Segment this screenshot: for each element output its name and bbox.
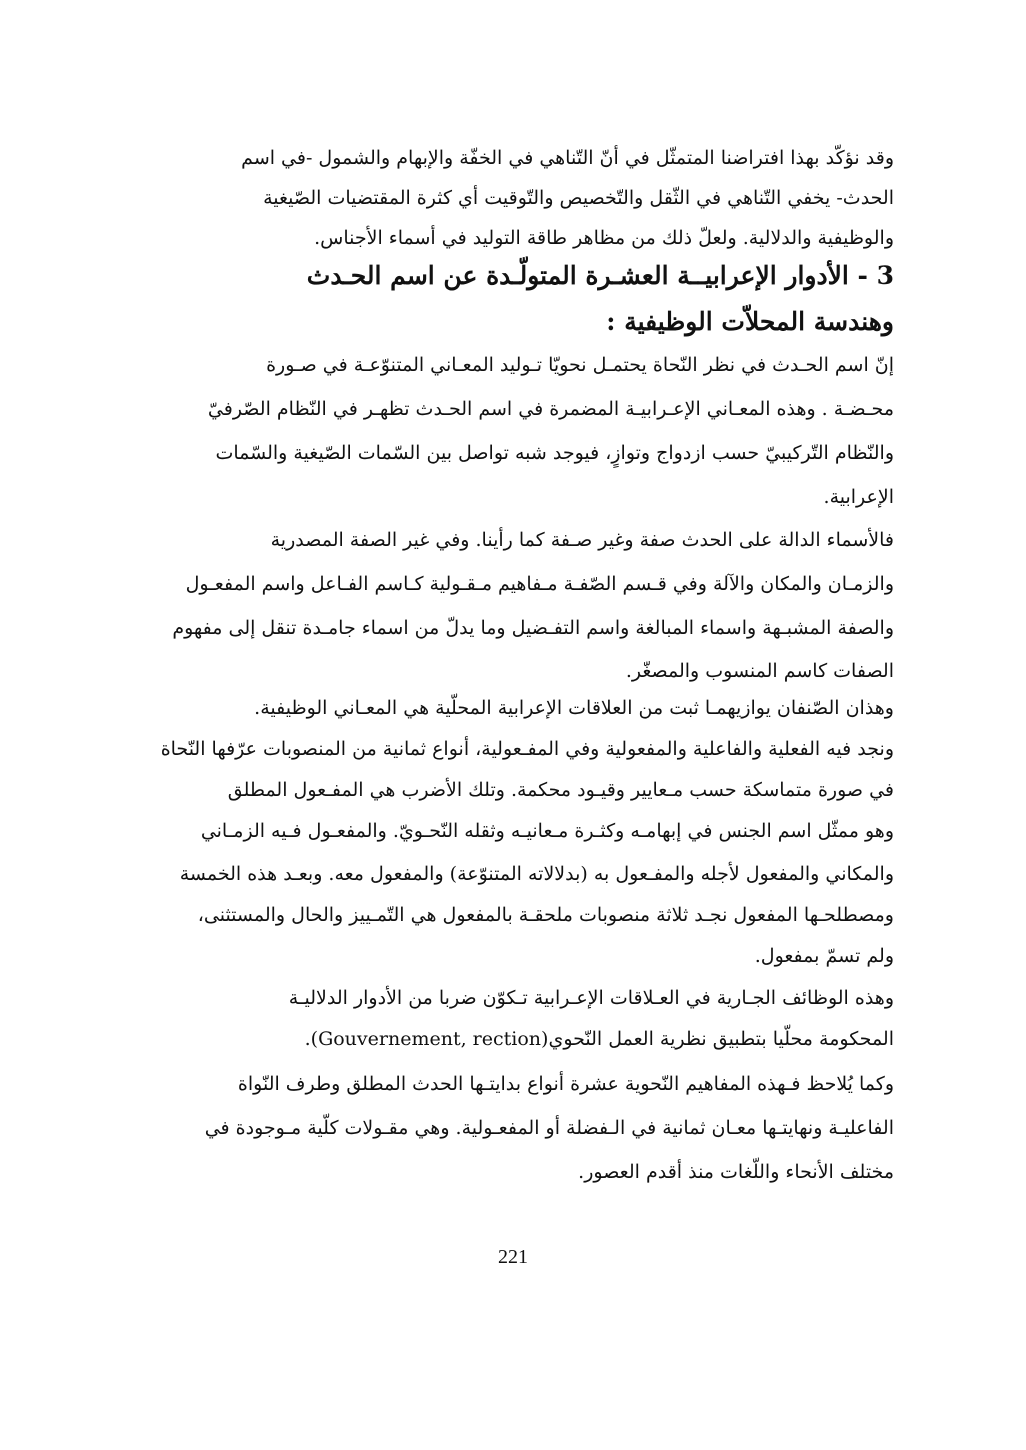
text-line: ونجد فيه الفعلية والفاعلية والمفعولية وفي المفـعولية، أنواع ثمانية من المنصوبات عرّفها النّحاة [160,738,894,760]
text-line: والمكاني والمفعول لأجله والمفـعول به (بدلالاته المتنوّعة) والمفعول معه. وبعـد هذه الخمسة [179,863,894,885]
text-line: والنّظام التّركيبيّ حسب ازدواج وتوازٍ، فيوجد شبه تواصل بين السّمات الصّيغية والسّمات [215,442,894,464]
paragraph-2 [168,525,894,695]
text-line: والوظيفية والدلالية. ولعلّ ذلك من مظاهر طاقة التوليد في أسماء الأجناس. [314,227,894,249]
text-line: والصفة المشبـهة واسماء المبالغة واسم التفـضيل وما يدلّ من اسماء جامـدة تنقل إلى مفهوم [172,617,894,639]
text-line: ومصطلحـها المفعول نجـد ثلاثة منصوبات ملحقـة بالمفعول هي التّمـييز والحال والمستثنى، [197,904,894,926]
text-line: إنّ اسم الحـدث في نظر النّحاة يحتمـل نحويّا تـوليد المعـاني المتنوّعـة في صـورة [266,354,894,376]
section-heading [168,258,894,348]
text-line: الفاعليـة ونهايتـها معـان ثمانية في الـفضلة أو المفعـولية. وهي مقـولات كلّية مـوجودة في [204,1117,894,1139]
section-heading-line: 3 - الأدوار الإعرابيــة العشـرة المتولّـدة عن اسم الحـدث [306,261,894,290]
text-line: الحدث- يخفي التّناهي في الثّقل والتّخصيص والتّوقيت أي كثرة المقتضيات الصّيغية [263,187,894,209]
paragraph-4 [168,983,894,1063]
page-number: 221 [498,1246,528,1268]
text-line: وكما يُلاحظ فـهذه المفاهيم النّحوية عشرة أنواع بدايتـها الحدث المطلق وطرف النّواة [237,1073,894,1095]
text-line: وقد نؤكّد بهذا افتراضنا المتمثّل في أنّ التّناهي في الخفّة والإبهام والشمول -في اسم [241,147,894,169]
text-line: ولم تسمّ بمفعول. [754,945,894,967]
text-line: الصفات كاسم المنسوب والمصغّر. [625,660,894,682]
paragraph-1 [168,350,894,520]
section-heading-line: وهندسة المحلاّت الوظيفية : [606,307,894,336]
text-line: وهذه الوظائف الجـارية في العـلاقات الإعـرابية تـكوّن ضربا من الأدوار الدلاليـة [288,987,894,1009]
text-line: المحكومة محلّيا بتطبيق نظرية العمل النّحوي(Gouvernement, rection). [304,1028,894,1050]
intro-paragraph [168,143,894,263]
text-line: الإعرابية. [823,486,894,508]
text-line: وهو ممثّل اسم الجنس في إبهامـه وكثـرة مـعانيـه وثقله النّحـويّ. والمفعـول فـيه الزمـاني [200,820,894,842]
text-line: وهذان الصّنفان يوازيهمـا ثبت من العلاقات الإعرابية المحلّية هي المعـاني الوظيفية. [254,697,894,719]
paragraph-5 [168,1069,894,1189]
text-line: فالأسماء الدالة على الحدث صفة وغير صـفة كما رأينا. وفي غير الصفة المصدرية [270,529,894,551]
text-line: في صورة متماسكة حسب مـعايير وقيـود محكمة. وتلك الأضرب هي المفـعول المطلق [227,779,894,801]
text-line: محـضـة . وهذه المعـاني الإعـرابيـة المضمرة في اسم الحـدث تظهـر في النّظام الصّرفيّ [207,398,894,420]
paragraph-3 [160,693,894,993]
text-line: والزمـان والمكان والآلة وفي قـسم الصّفـة مـفاهيم مـقـولية كـاسم الفـاعل واسم المفعـول [185,573,894,595]
text-line: مختلف الأنحاء واللّغات منذ أقدم العصور. [578,1161,894,1183]
